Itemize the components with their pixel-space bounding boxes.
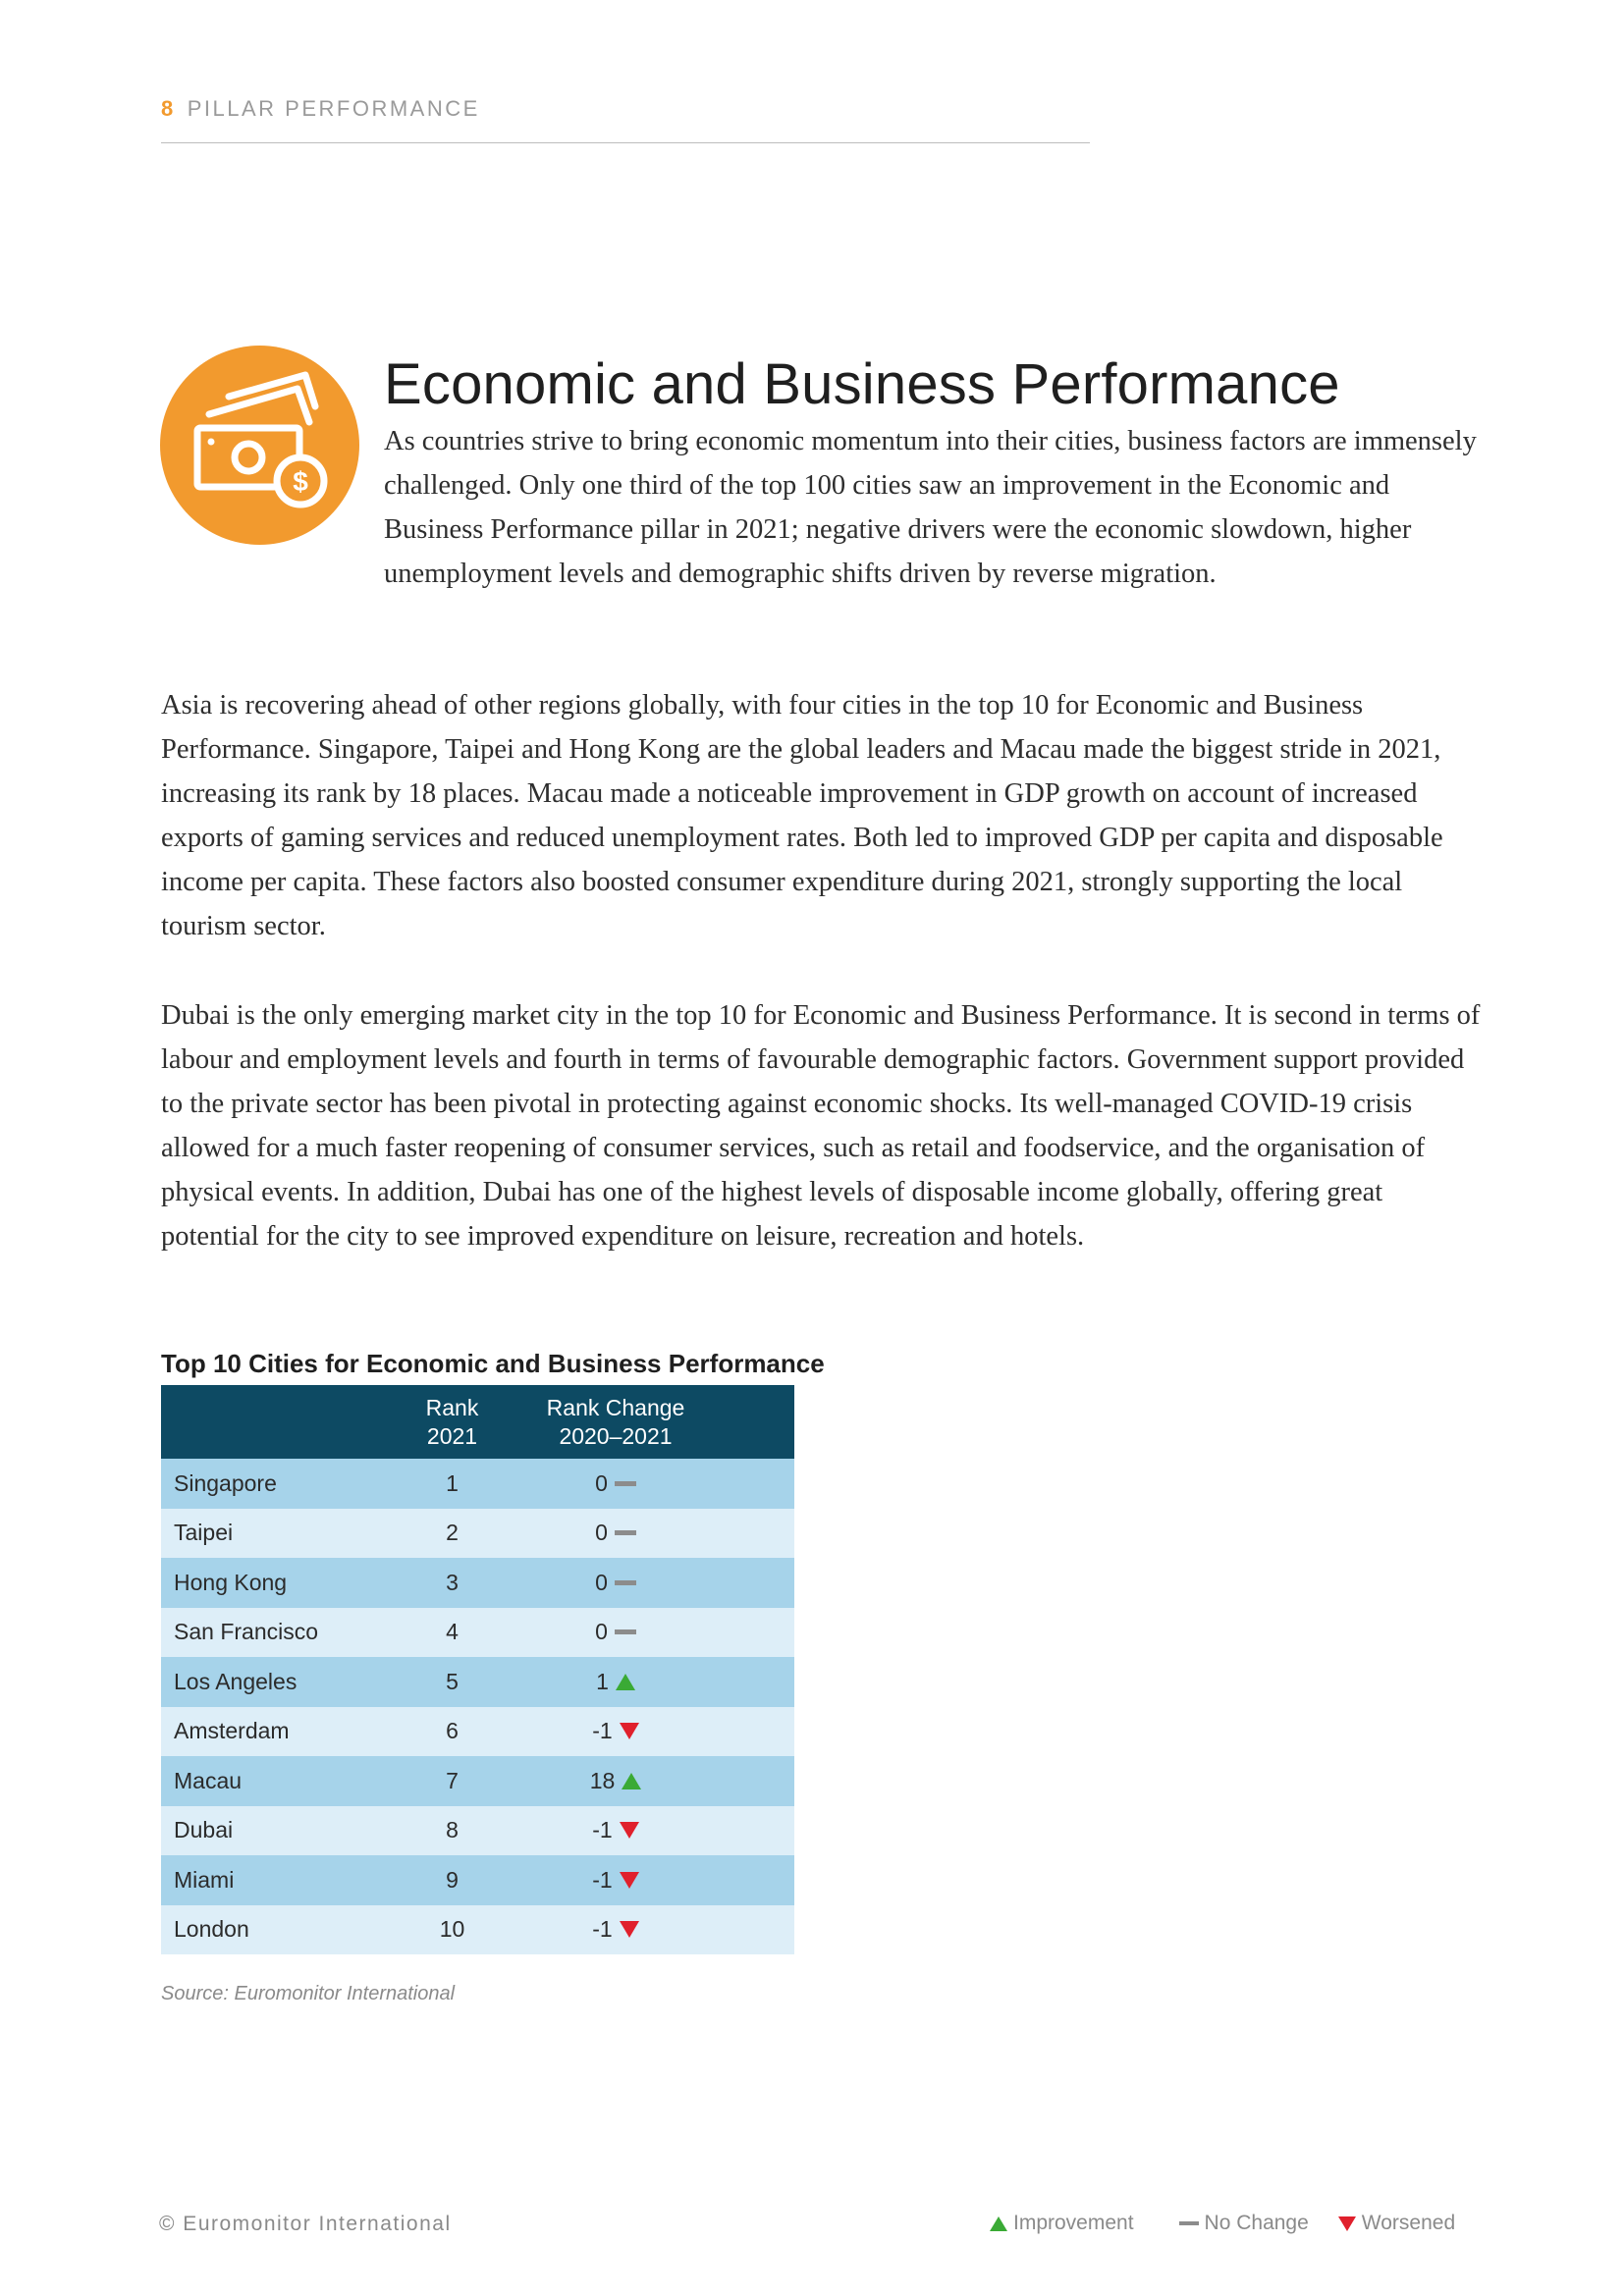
rank-change-wrap — [592, 1817, 638, 1843]
column-header-rank-line1: Rank — [425, 1394, 479, 1420]
city-cell: San Francisco — [174, 1619, 319, 1645]
rank-change-wrap — [596, 1669, 635, 1695]
rank-change-wrap — [592, 1867, 638, 1894]
table-row — [161, 1905, 794, 1955]
up-triangle-icon — [622, 1773, 641, 1789]
rank-change-cell — [493, 1619, 709, 1645]
table-row — [161, 1756, 794, 1806]
legend-no-change-label: No Change — [1204, 2212, 1309, 2234]
down-triangle-icon — [620, 1921, 639, 1938]
up-triangle-icon — [990, 2216, 1007, 2231]
page-number: 8 — [161, 96, 176, 121]
table-row — [161, 1806, 794, 1856]
table-title: Top 10 Cities for Economic and Business Performance — [161, 1349, 825, 1378]
table-header — [161, 1385, 794, 1459]
rank-change-wrap — [590, 1768, 642, 1794]
footer-copyright: © Euromonitor International — [159, 2213, 452, 2235]
table-row — [161, 1459, 794, 1509]
rank-change-cell — [493, 1817, 709, 1843]
rank-cell: 9 — [446, 1866, 459, 1893]
rank-cell: 6 — [446, 1718, 459, 1744]
down-triangle-icon — [620, 1872, 639, 1889]
dash-icon — [1179, 2221, 1199, 2225]
city-cell: Miami — [174, 1866, 235, 1893]
source-note: Source: Euromonitor International — [161, 1983, 456, 2004]
rank-change-value: 0 — [595, 1619, 608, 1645]
column-header-rank-line2: 2021 — [426, 1422, 478, 1449]
rank-change-value: -1 — [592, 1718, 613, 1744]
city-cell: Taipei — [174, 1520, 234, 1546]
city-cell: Hong Kong — [174, 1569, 288, 1595]
down-triangle-icon — [620, 1822, 639, 1839]
intro-paragraph: As countries strive to bring economic momentum into their cities, business factors are immensely challenged. Only one third of the top 100 cities saw an improvement in the Economic and Business Performance pillar in 2021; negative drivers were the economic slowdown, higher unemployment levels and demographic shifts driven by reverse migration. — [384, 426, 1477, 589]
rank-change-cell — [493, 1768, 709, 1794]
rank-cell: 5 — [446, 1668, 459, 1694]
city-cell: London — [174, 1916, 249, 1943]
column-header-change-line1: Rank Change — [546, 1394, 685, 1420]
rank-cell: 2 — [446, 1520, 459, 1546]
rank-cell: 3 — [446, 1569, 459, 1595]
column-header-rank — [411, 1394, 493, 1451]
header-divider — [161, 142, 1090, 143]
legend-improvement-label: Improvement — [1013, 2212, 1134, 2234]
city-cell: Macau — [174, 1767, 243, 1793]
rank-cell: 8 — [446, 1817, 459, 1843]
table-row — [161, 1707, 794, 1757]
section-title: Economic and Business Performance — [384, 352, 1340, 416]
rank-change-value: -1 — [592, 1916, 613, 1943]
column-header-rank-change — [493, 1394, 709, 1451]
legend-worsened-label: Worsened — [1361, 2212, 1456, 2234]
city-cell: Singapore — [174, 1469, 277, 1496]
rank-change-value: 18 — [589, 1767, 616, 1793]
down-triangle-icon — [620, 1723, 639, 1739]
rank-change-cell — [493, 1570, 709, 1596]
section-label: PILLAR PERFORMANCE — [187, 96, 480, 121]
rank-change-wrap — [592, 1718, 638, 1744]
rank-cell: 4 — [446, 1619, 459, 1645]
rank-change-cell — [493, 1669, 709, 1695]
money-coin-icon — [160, 346, 359, 545]
up-triangle-icon — [616, 1674, 635, 1690]
city-cell: Los Angeles — [174, 1668, 298, 1694]
down-triangle-icon — [1338, 2216, 1356, 2231]
dash-icon — [615, 1530, 636, 1535]
table-row — [161, 1558, 794, 1608]
table-row — [161, 1657, 794, 1707]
column-header-change-line2: 2020–2021 — [559, 1422, 673, 1449]
rank-change-cell — [493, 1470, 709, 1497]
rank-cell: 10 — [439, 1916, 465, 1943]
rank-cell: 1 — [446, 1469, 459, 1496]
rank-change-value: -1 — [592, 1817, 613, 1843]
table-row — [161, 1509, 794, 1559]
rank-change-cell — [493, 1867, 709, 1894]
rank-change-wrap — [592, 1916, 638, 1943]
rank-change-value: 0 — [595, 1469, 608, 1496]
legend-worsened — [1338, 2212, 1455, 2235]
rank-change-value: 0 — [595, 1520, 608, 1546]
table-row — [161, 1855, 794, 1905]
legend-improvement — [990, 2212, 1134, 2235]
rank-change-wrap — [595, 1570, 636, 1596]
city-cell: Dubai — [174, 1817, 234, 1843]
rank-change-value: 0 — [595, 1569, 608, 1595]
dash-icon — [615, 1481, 636, 1486]
rank-change-value: 1 — [596, 1668, 609, 1694]
city-cell: Amsterdam — [174, 1718, 290, 1744]
table-body — [161, 1459, 794, 1954]
dash-icon — [615, 1580, 636, 1585]
rank-change-wrap — [595, 1619, 636, 1645]
rank-change-value: -1 — [592, 1866, 613, 1893]
rank-change-cell — [493, 1520, 709, 1546]
rank-change-wrap — [595, 1470, 636, 1497]
rank-change-cell — [493, 1916, 709, 1943]
rank-cell: 7 — [446, 1767, 459, 1793]
dash-icon — [615, 1629, 636, 1634]
legend-no-change — [1179, 2212, 1309, 2235]
body-paragraph-asia: Asia is recovering ahead of other regions globally, with four cities in the top 10 for Economic and Business Performance. Singapore, Taipei and Hong Kong are the global leaders and Macau made the biggest stride in 2021, increasing its rank by 18 places. Macau made a noticeable improvement in GDP growth on account of increased exports of gaming services and reduced unemployment rates. Both led to improved GDP per capita and disposable income per capita. These factors also boosted consumer expenditure during 2021, strongly supporting the local tourism sector. — [161, 690, 1443, 941]
svg-text:$: $ — [293, 466, 308, 497]
body-paragraph-dubai: Dubai is the only emerging market city in the top 10 for Economic and Business Performance. It is second in terms of labour and employment levels and fourth in terms of favourable demographic factors. Government support provided to the private sector has been pivotal in protecting against economic shocks. Its well-managed COVID-19 crisis allowed for a much faster reopening of consumer services, such as retail and foodservice, and the organisation of physical events. In addition, Dubai has one of the highest levels of disposable income globally, offering great potential for the city to see improved expenditure on leisure, recreation and hotels. — [161, 1000, 1481, 1252]
rank-change-wrap — [595, 1520, 636, 1546]
table-row — [161, 1608, 794, 1658]
rank-change-cell — [493, 1718, 709, 1744]
ranking-table — [161, 1385, 794, 1954]
legend — [990, 2212, 1455, 2235]
page-header — [161, 96, 480, 122]
